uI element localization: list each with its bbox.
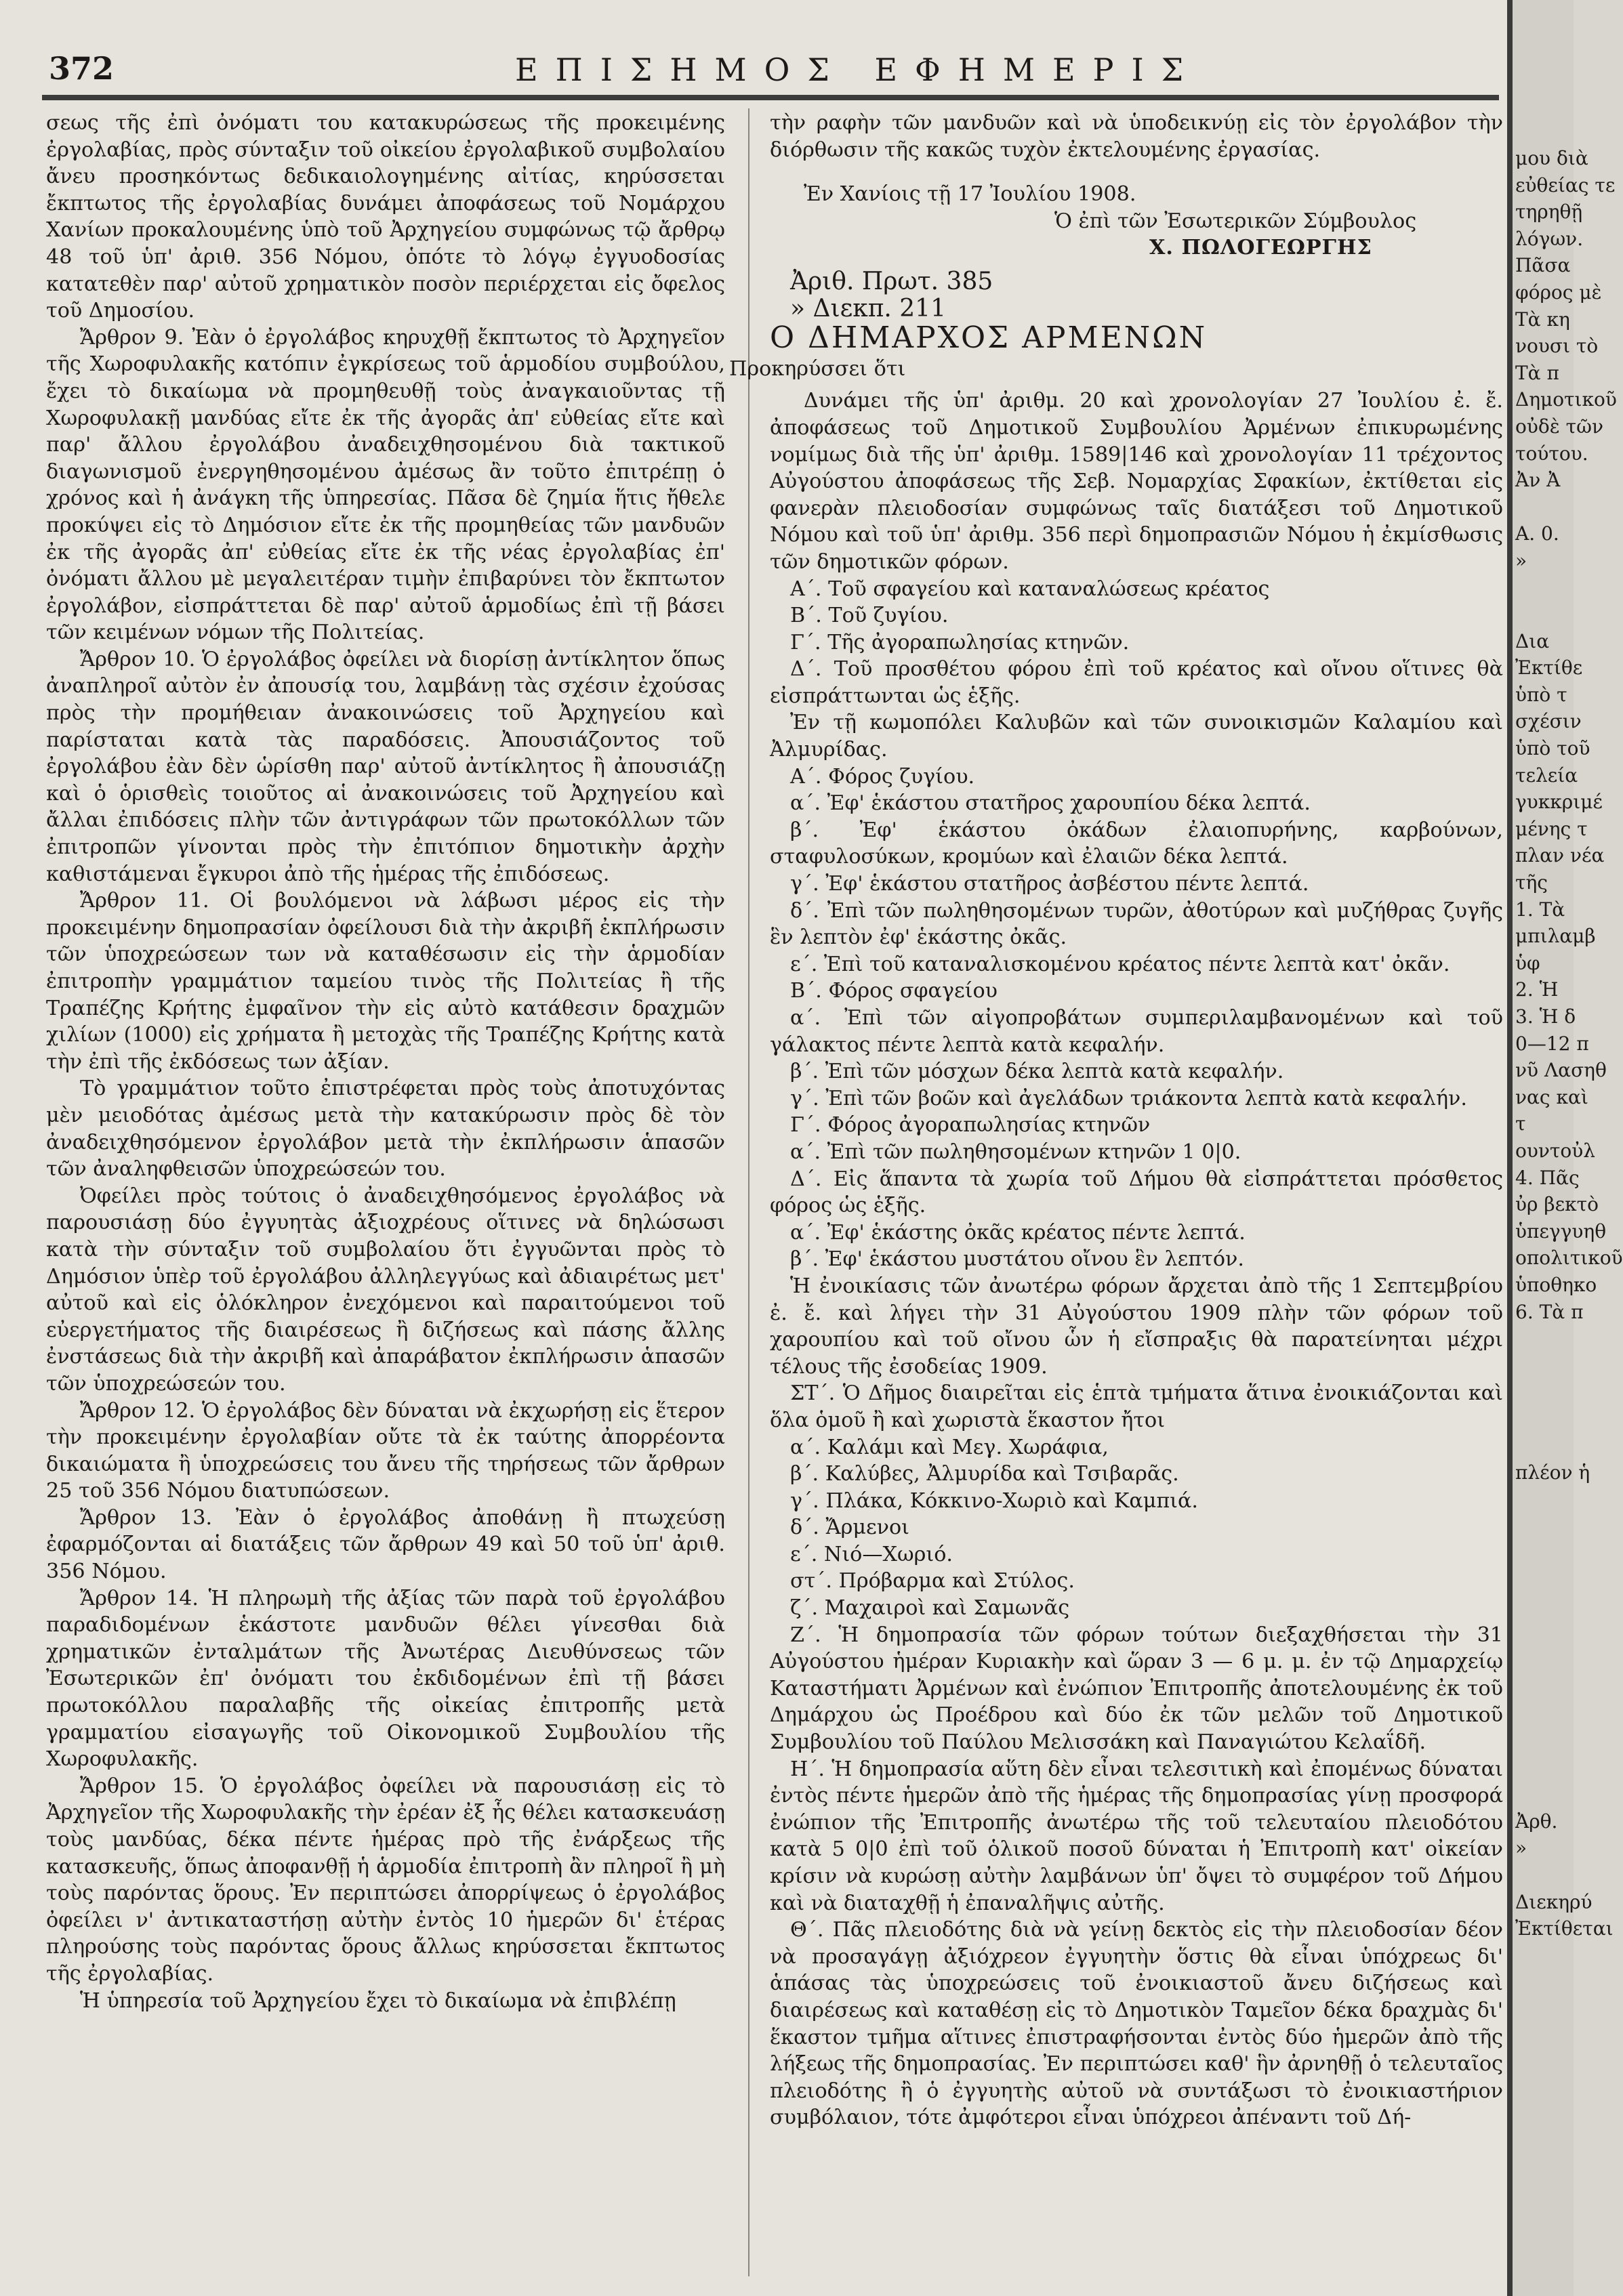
list-item: ζ΄. Μαχαιροὶ καὶ Σαμωνᾶς: [790, 1596, 1070, 1621]
adjacent-page-line: εὐθείας τε: [1515, 173, 1616, 196]
adjacent-page-line: τ: [1515, 1112, 1526, 1135]
place-date: Ἐν Χανίοις τῇ 17 Ἰουλίου 1908.: [804, 182, 1136, 207]
adjacent-page-line: νας καὶ: [1515, 1085, 1588, 1108]
left-paragraph: Ἡ ὑπηρεσία τοῦ Ἀρχηγείου ἔχει τὸ δικαίωμα νὰ ἐπιβλέπῃ: [80, 1988, 676, 2013]
adjacent-page-line: ὑπὸ τοῦ: [1515, 737, 1590, 760]
adjacent-page-line: Πᾶσα: [1515, 254, 1571, 277]
tax-list: [770, 576, 1503, 2131]
section-th: Θ΄. Πᾶς πλειοδότης διὰ νὰ γείνῃ δεκτὸς εἰς τὴν πλειοδοσίαν δέον νὰ προσαγάγῃ ἀξιόχρεον ἐγγυητὴν ὅστις θὰ εἶναι ὑπόχρεως δι' ἁπάσας τὰς ὑποχρεώσεις τοῦ ἐνοικιαστοῦ ἄνευ διζήσεως καὶ διαιρέσεως καὶ καταθέσῃ εἰς τὸ Δημοτικὸν Ταμεῖον δέκα δραχμὰς δι' ἕκαστον τμῆμα αἵτινες ἐπιστραφήσονται ἐντὸς δύο ἡμερῶν ἀπὸ τῆς λήξεως τῆς δημοπρασίας. Ἐν περιπτώσει καθ' ἣν ἀρνηθῇ ὁ τελευταῖος πλειοδότης ἢ ὁ ἐγγυητὴς αὐτοῦ νὰ συντάξωσι τὸ ἐνοικιαστήριον συμβόλαιον, τότε ἀμφότεροι εἶναι ὑπόχρεοι ἀπέναντι τοῦ Δή-: [770, 1918, 1503, 2130]
adjacent-page-line: ὑποθηκο: [1515, 1273, 1597, 1296]
right-paragraph: τὴν ραφὴν τῶν μανδυῶν καὶ νὰ ὑποδεικνύῃ εἰς τὸν ἐργολάβον τὴν διόρθωσιν τῆς κακῶς τυχὸν ἐκτελουμένης ἐργασίας.: [770, 111, 1503, 162]
adjacent-page-line: 1. Τὰ: [1515, 898, 1565, 921]
list-item: δ΄. Ἐπὶ τῶν πωληθησομένων τυρῶν, ἀθοτύρων καὶ μυζήθρας ζυγῆς ἓν λεπτὸν ἐφ' ἑκάστης ὀκᾶς.: [770, 898, 1503, 950]
adjacent-page-line: λόγων.: [1515, 227, 1584, 250]
adjacent-page-line: ουντοὐλ: [1515, 1139, 1596, 1162]
adjacent-page-line: [1515, 1621, 1574, 1648]
list-item: Β΄. Φόρος σφαγείου: [790, 979, 998, 1003]
list-item: α΄. Ἐπὶ τῶν αἰγοπροβάτων συμπεριλαμβανομένων καὶ τοῦ γάλακτος πέντε λεπτὰ κατὰ κεφαλήν.: [770, 1006, 1503, 1057]
article-11: Ἄρθρον 11. Οἱ βουλόμενοι νὰ λάβωσι μέρος εἰς τὴν προκειμένην δημοπρασίαν ὀφείλουσι διὰ τὴν ἀκριβῆ ἐκπλήρωσιν τῶν ὑποχρεώσεων των νὰ καταθέσωσιν εἰς τὴν ἁρμοδίαν ἐπιτροπὴν γραμμάτιον ταμείου τινὸς τῆς Πολιτείας ἢ τῆς Τραπέζης Κρήτης ἐμφαῖνον τὴν εἰς αὐτὸ κατάθεσιν δραχμῶν χιλίων (1000) εἰς χρήματα ἢ μετοχὰς τῆς Τραπέζης Κρήτης κατὰ τὴν ἐπὶ τῆς ἐκδόσεως των ἀξίαν.: [46, 889, 725, 1074]
adjacent-page-line: νουσι τὸ: [1515, 335, 1599, 358]
list-item: γ΄. Ἐφ' ἑκάστου στατῆρος ἀσβέστου πέντε λεπτά.: [790, 872, 1309, 896]
notice-subtitle: Προκηρύσσει ὅτι: [729, 356, 906, 381]
article-9: Ἄρθρον 9. Ἐὰν ὁ ἐργολάβος κηρυχθῇ ἔκπτωτος τὸ Ἀρχηγεῖον τῆς Χωροφυλακῆς κατόπιν ἐγκρίσεως τοῦ ἁρμοδίου συμβούλου, ἔχει τὸ δικαίωμα νὰ προμηθευθῇ τοὺς ἀναγκαιοῦντας τῇ Χωροφυλακῇ μανδύας εἴτε ἐκ τῆς ἀγορᾶς ἀπ' εὐθείας εἴτε καὶ παρ' ἄλλου ἐργολάβου ἀναδειχθησομένου διὰ τακτικοῦ διαγωνισμοῦ ἐνεργηθησομένου ἀμέσως ἂν τοῦτο ἐπιτρέπῃ ὁ χρόνος καὶ ἡ ἀνάγκη τῆς ὑπηρεσίας. Πᾶσα δὲ ζημία ἥτις ἤθελε προκύψει εἰς τὸ Δημόσιον εἴτε ἐκ τῆς προμηθείας τῶν μανδυῶν ἐκ τῆς ἀγορᾶς ἀπ' εὐθείας εἴτε ἐκ τῆς νέας ἐργολαβίας ἐπ' ὀνόματι ἄλλου μὲ μεγαλειτέραν τιμὴν ἐπιβαρύνει τὸν ἔκπτωτον ἐργολάβον, εἰσπράττεται δὲ παρ' αὐτοῦ ἁρμοδίως ἐπὶ τῇ βάσει τῶν κειμένων νόμων τῆς Πολιτείας.: [46, 325, 725, 645]
adjacent-page-line: Δια: [1515, 629, 1550, 652]
list-item: Α΄. Τοῦ σφαγείου καὶ καταναλώσεως κρέατος: [790, 577, 1270, 601]
signer-role: Ὁ ἐπὶ τῶν Ἐσωτερικῶν Σύμβουλος: [1054, 209, 1417, 233]
section-z: Ζ΄. Ἡ δημοπρασία τῶν φόρων τούτων διεξαχθήσεται τὴν 31 Αὐγούστου ἡμέραν Κυριακὴν καὶ ὥραν 3 — 6 μ. μ. ἐν τῷ Δημαρχείῳ Καταστήματι Ἀρμένων καὶ ἐνώπιον Ἐπιτροπῆς ἀποτελουμένης ἐκ τοῦ Δημάρχου ὡς Προέδρου καὶ δύο ἐκ τῶν μελῶν τοῦ Δημοτικοῦ Συμβουλίου τοῦ Παύλου Μελισσάκη καὶ Παναγιώτου Κελαΐδῆ.: [770, 1623, 1503, 1755]
adjacent-page-line: [1515, 1781, 1574, 1808]
adjacent-page-line: πλέον ἡ: [1515, 1461, 1590, 1484]
adjacent-page-line: [1515, 1379, 1574, 1406]
adjacent-page-line: »: [1515, 549, 1527, 572]
adjacent-page-line: Ἀρθ.: [1515, 1810, 1558, 1833]
adjacent-page-line: 2. Ἡ: [1515, 978, 1559, 1001]
adjacent-page-line: [1515, 1700, 1574, 1728]
adjacent-page-line: πλαν νέα: [1515, 844, 1605, 867]
adjacent-page-line: Α. 0.: [1515, 522, 1559, 545]
adjacent-page-line: [1515, 1674, 1574, 1701]
list-item: α΄. Ἐφ' ἑκάστης ὀκᾶς κρέατος πέντε λεπτά.: [790, 1220, 1246, 1245]
adjacent-page-line: [1515, 1486, 1574, 1514]
adjacent-page-line: [1515, 1352, 1574, 1379]
left-paragraph: σεως τῆς ἐπὶ ὀνόματι του κατακυρώσεως τῆς προκειμένης ἐργολαβίας, πρὸς σύνταξιν τοῦ οἰκείου ἐργολαβικοῦ συμβολαίου ἄνευ προσηκόντως δεδικαιολογημένης αἰτίας, κηρύσσεται ἔκπτωτος τῆς ἐργολαβίας δυνάμει ἀποφάσεως τοῦ Νομάρχου Χανίων προκαλουμένης ὑπὸ τοῦ Ἀρχηγείου συμφώνως τῷ ἄρθρῳ 48 τοῦ ὑπ' ἀριθ. 356 Νόμου, ὁπότε τὸ λόγῳ ἐγγυοδοσίας κατατεθὲν παρ' αὐτοῦ χρηματικὸν ποσὸν περιέρχεται εἰς ὄφελος τοῦ Δημοσίου.: [46, 111, 725, 323]
adjacent-page-line: [1515, 1406, 1574, 1433]
list-item: β΄. Καλύβες, Ἀλμυρίδα καὶ Τσιβαρᾶς.: [790, 1462, 1179, 1486]
article-13: Ἄρθρον 13. Ἐὰν ὁ ἐργολάβος ἀποθάνῃ ἢ πτωχεύσῃ ἐφαρμόζονται αἱ διατάξεις τῶν ἄρθρων 49 καὶ 50 τοῦ ὑπ' ἀριθ. 356 Νόμου.: [46, 1505, 725, 1584]
adjacent-page-line: [1515, 1728, 1574, 1755]
adjacent-page-line: [1515, 1325, 1574, 1352]
adjacent-page-line: 0—12 π: [1515, 1032, 1589, 1055]
gazette-title: ΕΠΙΣΗΜΟΣ ΕΦΗΜΕΡΙΣ: [515, 51, 1201, 88]
adjacent-page-line: μπιλαμβ: [1515, 925, 1596, 948]
reference-numbers: [790, 268, 1503, 322]
list-item: στ΄. Πρόβαρμα καὶ Στύλος.: [790, 1569, 1075, 1593]
list-item: γ΄. Πλάκα, Κόκκινο-Χωριὸ καὶ Καμπιά.: [790, 1488, 1198, 1513]
adjacent-page-line: Ἀν Ἀ: [1515, 469, 1561, 492]
adjacent-page-line: Τὰ π: [1515, 361, 1559, 384]
adjacent-page-line: Τὰ κη: [1515, 308, 1570, 331]
page-number: 372: [49, 50, 115, 87]
adjacent-page-line: [1515, 494, 1574, 521]
adjacent-page-line: τηρηθῇ: [1515, 201, 1583, 224]
list-item: Β΄. Τοῦ ζυγίου.: [790, 604, 949, 628]
list-item: Γ΄. Φόρος ἀγοραπωλησίας κτηνῶν: [790, 1113, 1151, 1137]
list-item: δ΄. Ἄρμενοι: [790, 1516, 909, 1540]
list-item: ε΄. Ἐπὶ τοῦ καταναλισκομένου κρέατος πέντε λεπτὰ κατ' ὀκᾶν.: [790, 952, 1450, 976]
adjacent-page-line: [1515, 1647, 1574, 1674]
adjacent-page-line: οπολιτικοῦ: [1515, 1247, 1623, 1270]
column-divider: [748, 108, 749, 2276]
article-14: Ἄρθρον 14. Ἡ πληρωμὴ τῆς ἀξίας τῶν παρὰ τοῦ ἐργολάβου παραδιδομένων ἑκάστοτε μανδυῶν θέλει γίνεσθαι διὰ χρηματικῶν ἐνταλμάτων τῆς Ἀνωτέρας Διευθύνσεως τῶν Ἐσωτερικῶν ἐπ' ὀνόματι του ἐκδιδομένων ἐπὶ τῇ βάσει πρωτοκόλλου παραλαβῆς τῆς οἰκείας ἐπιτροπῆς μετὰ γραμματίου εἰσαγωγῆς τοῦ Οἰκονομικοῦ Συμβουλίου τῆς Χωροφυλακῆς.: [46, 1586, 725, 1772]
notice-title: Ο ΔΗΜΑΡΧΟΣ ΑΡΜΕΝΩΝ: [770, 320, 1208, 356]
list-item: α΄. Ἐπὶ τῶν πωληθησομένων κτηνῶν 1 0|0.: [790, 1140, 1241, 1164]
adjacent-page-line: Ἐκτίθε: [1515, 656, 1583, 680]
adjacent-page-line: οὐδὲ τῶν: [1515, 415, 1604, 438]
list-item: Γ΄. Τῆς ἀγοραπωλησίας κτηνῶν.: [790, 630, 1130, 654]
adjacent-page-line: [1515, 1755, 1574, 1782]
ref-diekp: » Διεκπ. 211: [790, 294, 946, 322]
list-item: Α΄. Φόρος ζυγίου.: [790, 764, 975, 789]
adjacent-page-line: 6. Τὰ π: [1515, 1300, 1584, 1323]
adjacent-page-line: [1515, 1566, 1574, 1593]
adjacent-page-line: γυκκριμέ: [1515, 791, 1603, 814]
adjacent-page-line: 4. Πᾶς: [1515, 1166, 1580, 1189]
adjacent-page-line: νῦ Λασηθ: [1515, 1059, 1607, 1082]
right-column: [729, 110, 1503, 2278]
adjacent-page-line: μου διὰ: [1515, 147, 1588, 169]
section-st: ΣΤ΄. Ὁ Δῆμος διαιρεῖται εἰς ἑπτὰ τμήματα ἅτινα ἐνοικιάζονται καὶ ὅλα ὁμοῦ ἢ καὶ χωριστὰ ἕκαστον ἤτοι: [770, 1381, 1503, 1432]
adjacent-page-line: Δημοτικοῦ: [1515, 388, 1617, 411]
adjacent-page-line: [1515, 1513, 1574, 1540]
adjacent-page-line: ὐρ βεκτὸ: [1515, 1193, 1599, 1216]
list-item: Δ΄. Εἰς ἅπαντα τὰ χωρία τοῦ Δήμου θὰ εἰσπράττεται πρόσθετος φόρος ὡς ἑξῆς.: [770, 1167, 1503, 1218]
adjacent-page-text: [1513, 145, 1623, 1942]
notice-intro: Δυνάμει τῆς ὑπ' ἀριθμ. 20 καὶ χρονολογίαν 27 Ἰουλίου ἐ. ἔ. ἀποφάσεως τοῦ Δημοτικοῦ Συμβουλίου Ἀρμένων ἐπικυρωμένης νομίμως διὰ τῆς ὑπ' ἀριθμ. 1589|146 καὶ χρονολογίαν 11 τρέχοντος Αὐγούστου ἀποφάσεως τῆς Σεβ. Νομαρχίας Σφακίων, ἐκτίθεται εἰς φανερὰν πλειοδοσίαν συμφώνως ταῖς διατάξεσι τοῦ Δημοτικοῦ Νόμου καὶ τοῦ ὑπ' ἀριθμ. 356 περὶ δημοπρασιῶν Νόμου ἡ ἐκμίσθωσις τῶν δημοτικῶν φόρων.: [770, 389, 1503, 574]
adjacent-page-line: ὑπὸ τ: [1515, 683, 1567, 706]
list-item: β΄. Ἐπὶ τῶν μόσχων δέκα λεπτὰ κατὰ κεφαλήν.: [790, 1060, 1284, 1084]
section-h: Η΄. Ἡ δημοπρασία αὕτη δὲν εἶναι τελεσιτικὴ καὶ ἐπομένως δύναται ἐντὸς πέντε ἡμερῶν ἀπὸ τῆς ἡμέρας τῆς δημοπρασίας γίνῃ προσφορά ἐνώπιον τῆς Ἐπιτροπῆς ἀνωτέρω τῆς τοῦ τελευταίου πλειοδότου κατὰ 5 0|0 ἐπὶ τοῦ ὁλικοῦ ποσοῦ δύναται ἡ Ἐπιτροπὴ κατ' οἰκείαν κρίσιν νὰ κυρώσῃ αὐτὴν λαμβάνων ὑπ' ὄψει τὸ συμφέρον τοῦ Δήμου καὶ νὰ διαταχθῇ ἡ ἐπαναλῆψις αὐτῆς.: [770, 1757, 1503, 1915]
adjacent-page-line: [1515, 575, 1574, 602]
adjacent-page-line: σχέσιν: [1515, 710, 1582, 733]
list-item: ε΄. Νιό—Χωριό.: [790, 1542, 953, 1566]
list-item: Δ΄. Τοῦ προσθέτου φόρου ἐπὶ τοῦ κρέατος καὶ οἴνου οἵτινες θὰ εἰσπράττωνται ὡς ἑξῆς.: [770, 657, 1503, 708]
page-gutter: [1507, 0, 1513, 2296]
left-paragraph: Τὸ γραμμάτιον τοῦτο ἐπιστρέφεται πρὸς τοὺς ἀποτυχόντας μὲν μειοδότας ἀμέσως μετὰ τὴν κατακύρωσιν πρὸς δὲ τὸν ἀναδειχθησόμενον ἐργολάβον μετὰ τὴν ἐκπλήρωσιν ἁπασῶν τῶν ἀναληφθεισῶν ὑποχρεώσεών του.: [46, 1077, 725, 1182]
adjacent-page-line: [1515, 1593, 1574, 1621]
adjacent-page-line: 3. Ἡ δ: [1515, 1005, 1576, 1028]
adjacent-page-line: τῆς: [1515, 871, 1548, 894]
adjacent-page-strip: [1513, 0, 1623, 2296]
left-paragraph: Ὀφείλει πρὸς τούτοις ὁ ἀναδειχθησόμενος ἐργολάβος νὰ παρουσιάσῃ δύο ἐγγυητὰς ἀξιοχρέους οἵτινες νὰ δηλώσωσι κατὰ τὴν σύνταξιν τοῦ συμβολαίου ὅτι ἐγγυῶνται πρὸς τὸ Δημόσιον ὑπὲρ τοῦ ἐργολάβου ἀλληλεγγύως καὶ ἀδιαιρέτως μετ' αὐτοῦ καὶ εἰς ὁλόκληρον ἐνεχόμενοι καὶ παραιτούμενοι τοῦ εὐεργετήματος τῆς διαιρέσεως ἢ διζήσεως καὶ πάσης ἄλλης ἐνστάσεως διὰ τὴν ἀκριβῆ καὶ ἀπαράβατον ἐκπλήρωσιν ἁπασῶν τῶν ὑποχρεώσεών του.: [46, 1184, 725, 1396]
adjacent-page-line: Διεκηρύ: [1515, 1890, 1593, 1913]
article-10: Ἄρθρον 10. Ὁ ἐργολάβος ὀφείλει νὰ διορίσῃ ἀντίκλητον ὅπως ἀναπληροῖ αὐτὸν ἐν ἀπουσίᾳ του, λαμβάνῃ τὰς σχέσιν ἐχούσας πρὸς τὴν προμήθειαν ἀνακοινώσεις τοῦ Ἀρχηγείου καὶ παρίσταται κατὰ τὰς παραδόσεις. Ἀπουσιάζοντος τοῦ ἐργολάβου ἐὰν δὲν ὡρίσθη παρ' αὐτοῦ ἀντίκλητος ἢ ἀπουσιάζῃ καὶ ὁ ὁρισθεὶς τοιοῦτος αἱ ἀνακοινώσεις τοῦ Ἀρχηγείου καὶ ἄλλαι ἐπιδόσεις πλὴν τῶν ἀντιγράφων τῶν πρωτοκόλλων τῶν ἐπιτροπῶν γίνονται πρὸς τὴν ἐπιτόπιον δημοτικὴν ἀρχὴν καθιστάμεναι ἔγκυροι ἀπὸ τῆς ἡμέρας τῆς ἐπιδόσεως.: [46, 647, 725, 886]
ref-prot: Ἀριθ. Πρωτ. 385: [790, 267, 993, 295]
adjacent-page-line: [1515, 601, 1574, 628]
signer-name: Χ. ΠΩΛΟΓΕΩΡΓΗΣ: [1149, 236, 1372, 260]
list-item: Ἐν τῇ κωμοπόλει Καλυβῶν καὶ τῶν συνοικισμῶν Καλαμίου καὶ Ἀλμυρίδας.: [770, 711, 1503, 762]
adjacent-page-line: ὑπεγγυηθ: [1515, 1219, 1607, 1243]
adjacent-page-line: τούτου.: [1515, 442, 1588, 465]
list-item: α΄. Καλάμι καὶ Μεγ. Χωράφια,: [790, 1435, 1109, 1459]
adjacent-page-line: [1515, 1540, 1574, 1567]
adjacent-page-line: τελεία: [1515, 764, 1578, 787]
list-item: β΄. Ἐφ' ἑκάστου ὀκάδων ἐλαιοπυρήνης, καρβούνων, σταφυλοσύκων, κρομύων καὶ ἐλαιῶν δέκα λεπτά.: [770, 818, 1503, 869]
header-rule: [42, 95, 1499, 100]
article-12: Ἄρθρον 12. Ὁ ἐργολάβος δὲν δύναται νὰ ἐκχωρήσῃ εἰς ἕτερον τὴν προκειμένην ἐργολαβίαν οὔτε τὰ ἐκ ταύτης ἀπορρέοντα δικαιώματα ἢ ὑποχρεώσεις του ἄνευ τῆς τηρήσεως τῶν ἄρθρων 25 τοῦ 356 Νόμου διατυπώσεων.: [46, 1398, 725, 1503]
list-item: β΄. Ἐφ' ἑκάστου μυστάτου οἴνου ἓν λεπτόν.: [790, 1247, 1244, 1272]
adjacent-page-line: Ἐκτίθεται: [1515, 1917, 1614, 1940]
left-column: [46, 110, 725, 2278]
adjacent-page-line: ὑφ: [1515, 951, 1540, 974]
adjacent-page-line: [1515, 1862, 1574, 1889]
list-item: α΄. Ἐφ' ἑκάστου στατῆρος χαρουπίου δέκα λεπτά.: [790, 791, 1311, 816]
adjacent-page-line: [1515, 1433, 1574, 1460]
page-header: [41, 47, 1498, 95]
list-item: γ΄. Ἐπὶ τῶν βοῶν καὶ ἀγελάδων τριάκοντα λεπτὰ κατὰ κεφαλήν.: [790, 1086, 1467, 1110]
article-15: Ἄρθρον 15. Ὁ ἐργολάβος ὀφείλει νὰ παρουσιάσῃ εἰς τὸ Ἀρχηγεῖον τῆς Χωροφυλακῆς τὴν ἐρέαν ἐξ ἧς θέλει κατασκευάσῃ τοὺς μανδύας, δέκα πέντε ἡμέρας πρὸ τῆς ἐνάρξεως τῆς κατασκευῆς, ὅπως ἀποφανθῇ ἡ ἁρμοδία ἐπιτροπὴ ἂν πληροῖ ἢ μὴ τοὺς παρόντας ὅρους. Ἐν περιπτώσει ἀπορρίψεως ὁ ἐργολάβος ὀφείλει ν' ἀντικαταστήσῃ αὐτὴν ἐντὸς 10 ἡμερῶν δι' ἑτέρας πληρούσης τοὺς παρόντας ὅρους ἄλλως κηρύσσεται ἔκπτωτος τῆς ἐργολαβίας.: [46, 1774, 725, 1986]
adjacent-page-line: μένης τ: [1515, 817, 1588, 840]
adjacent-page-line: »: [1515, 1837, 1527, 1860]
lease-paragraph: Ἡ ἐνοικίασις τῶν ἀνωτέρω φόρων ἄρχεται ἀπὸ τῆς 1 Σεπτεμβρίου ἐ. ἔ. καὶ λήγει τὴν 31 Αὐγούστου 1909 πλὴν τῶν φόρων τοῦ χαρουπίου καὶ τοῦ οἴνου ὧν ἡ εἴσπραξις θὰ παρατείνηται μέχρι τέλους τῆς ἐσοδείας 1909.: [770, 1274, 1503, 1379]
adjacent-page-line: φόρος μὲ: [1515, 280, 1602, 304]
